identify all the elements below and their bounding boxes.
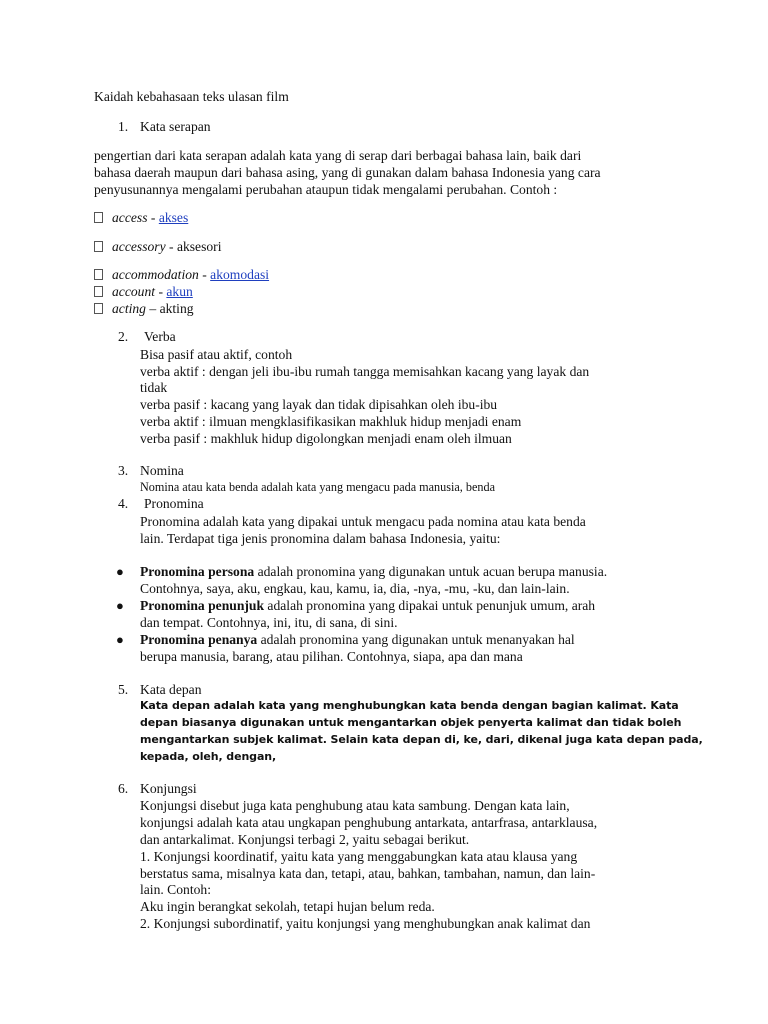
section-3-number: 3. xyxy=(118,463,129,478)
example-separator: – xyxy=(145,301,160,316)
bullet-text: adalah pronomina yang digunakan untuk acuan berupa manusia. xyxy=(254,564,608,579)
section-4-line: lain. Terdapat tiga jenis pronomina dalam bahasa Indonesia, yaitu: xyxy=(140,531,501,546)
bullet-item-line: berupa manusia, barang, atau pilihan. Contohnya, siapa, apa dan mana xyxy=(140,649,523,664)
example-word: access xyxy=(112,210,148,225)
example-separator: - xyxy=(155,284,167,299)
section-2-line: verba pasif : kacang yang layak dan tidak dipisahkan oleh ibu-ibu xyxy=(140,397,498,412)
bullet-icon: ● xyxy=(116,564,124,579)
checkbox-icon xyxy=(94,286,103,297)
section-5-line: mengantarkan subjek kalimat. Selain kata depan di, ke, dari, dikenal juga kata depan pada, xyxy=(140,733,703,746)
section-4-line: Pronomina adalah kata yang dipakai untuk mengacu pada nomina atau kata benda xyxy=(140,514,586,529)
section-4-number: 4. xyxy=(118,496,129,511)
section-3-line: Nomina atau kata benda adalah kata yang mengacu pada manusia, benda xyxy=(140,480,495,494)
section-2-line: Bisa pasif atau aktif, contoh xyxy=(140,347,293,362)
example-word: accommodation xyxy=(112,267,199,282)
section-1-number: 1. xyxy=(118,119,129,134)
section-6-line: lain. Contoh: xyxy=(140,882,211,897)
bullet-icon: ● xyxy=(116,632,124,647)
section-2-line: verba pasif : makhluk hidup digolongkan menjadi enam oleh ilmuan xyxy=(140,431,512,446)
bullet-term: Pronomina persona xyxy=(140,564,255,579)
bullet-text: adalah pronomina yang dipakai untuk penunjuk umum, arah xyxy=(264,598,596,613)
bullet-item-line xyxy=(140,597,595,614)
section-6-line: berstatus sama, misalnya kata dan, tetapi, atau, bahkan, tambahan, namun, dan lain- xyxy=(140,866,596,881)
example-link[interactable]: akses xyxy=(158,210,189,225)
section-6-line: konjungsi adalah kata atau ungkapan penghubung antarkata, antarfrasa, antarklausa, xyxy=(140,815,598,830)
example-item xyxy=(94,238,221,255)
section-5-line: Kata depan adalah kata yang menghubungkan kata benda dengan bagian kalimat. Kata xyxy=(140,699,679,712)
example-separator: - xyxy=(198,267,211,282)
example-word: accessory xyxy=(112,239,166,254)
bullet-item-line: dan tempat. Contohnya, ini, itu, di sana, di sini. xyxy=(140,615,398,630)
example-word: acting xyxy=(112,301,146,316)
bullet-icon: ● xyxy=(116,598,124,613)
section-1-para-line-2: bahasa daerah maupun dari bahasa asing, yang di gunakan dalam bahasa Indonesia yang cara xyxy=(94,165,601,180)
section-6-line: dan antarkalimat. Konjungsi terbagi 2, yaitu sebagai berikut. xyxy=(140,832,470,847)
document-title: Kaidah kebahasaan teks ulasan film xyxy=(94,89,289,104)
example-link[interactable]: akun xyxy=(166,284,193,299)
example-item xyxy=(94,266,269,283)
section-6-line: 2. Konjungsi subordinatif, yaitu konjungsi yang menghubungkan anak kalimat dan xyxy=(140,916,591,931)
checkbox-icon xyxy=(94,303,103,314)
bullet-item-line xyxy=(140,563,607,580)
example-word: account xyxy=(112,284,156,299)
section-6-heading: Konjungsi xyxy=(140,781,197,796)
checkbox-icon xyxy=(94,269,103,280)
checkbox-icon xyxy=(94,241,103,252)
section-5-number: 5. xyxy=(118,682,129,697)
example-link[interactable]: akomodasi xyxy=(210,267,270,282)
section-2-heading: Verba xyxy=(144,329,176,344)
bullet-text: adalah pronomina yang digunakan untuk menanyakan hal xyxy=(257,632,575,647)
bullet-term: Pronomina penunjuk xyxy=(140,598,265,613)
bullet-item-line: Contohnya, saya, aku, engkau, kau, kamu, ia, dia, -nya, -mu, -ku, dan lain-lain. xyxy=(140,581,570,596)
section-2-line: verba aktif : ilmuan mengklasifikasikan makhluk hidup menjadi enam xyxy=(140,414,522,429)
section-5-line: kepada, oleh, dengan, xyxy=(140,750,277,763)
example-result: aksesori xyxy=(176,239,222,254)
section-5-line: depan biasanya digunakan untuk mengantarkan objek penyerta kalimat dan tidak boleh xyxy=(140,716,682,729)
bullet-term: Pronomina penanya xyxy=(140,632,258,647)
checkbox-icon xyxy=(94,212,103,223)
example-item xyxy=(94,209,188,226)
section-1-heading: Kata serapan xyxy=(140,119,211,134)
section-6-number: 6. xyxy=(118,781,129,796)
section-2-line: tidak xyxy=(140,380,168,395)
section-6-line: Konjungsi disebut juga kata penghubung atau kata sambung. Dengan kata lain, xyxy=(140,798,570,813)
example-item xyxy=(94,283,193,300)
section-6-line: 1. Konjungsi koordinatif, yaitu kata yang menggabungkan kata atau klausa yang xyxy=(140,849,578,864)
example-separator: - xyxy=(165,239,177,254)
bullet-item-line xyxy=(140,631,575,648)
section-2-number: 2. xyxy=(118,329,129,344)
section-2-line: verba aktif : dengan jeli ibu-ibu rumah tangga memisahkan kacang yang layak dan xyxy=(140,364,590,379)
example-separator: - xyxy=(147,210,159,225)
section-1-para-line-3: penyusunannya mengalami perubahan ataupun tidak mengalami perubahan. Contoh : xyxy=(94,182,558,197)
section-5-heading: Kata depan xyxy=(140,682,202,697)
section-4-heading: Pronomina xyxy=(144,496,204,511)
example-result: akting xyxy=(159,301,194,316)
section-1-para-line-1: pengertian dari kata serapan adalah kata yang di serap dari berbagai bahasa lain, baik dari xyxy=(94,148,582,163)
example-item xyxy=(94,300,194,317)
section-6-line: Aku ingin berangkat sekolah, tetapi hujan belum reda. xyxy=(140,899,435,914)
section-3-heading: Nomina xyxy=(140,463,184,478)
